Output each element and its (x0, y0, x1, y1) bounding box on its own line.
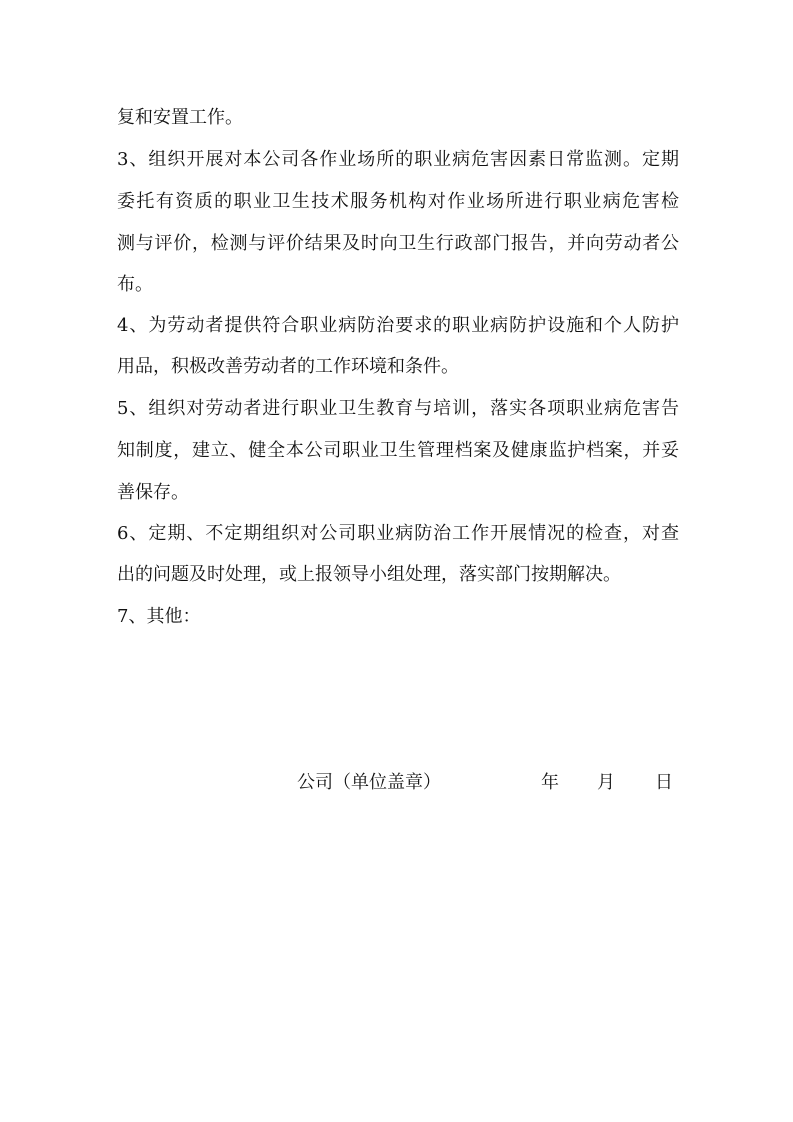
day-label: 日 (655, 772, 673, 793)
paragraph-line: 6、定期、不定期组织对公司职业病防治工作开展情况的检查，对查 (117, 523, 679, 544)
paragraph-line: 3、组织开展对本公司各作业场所的职业病危害因素日常监测。定期 (117, 149, 679, 170)
year-label: 年 (541, 772, 559, 793)
company-seal-label: 公司（单位盖章） (297, 772, 441, 793)
paragraph-line: 出的问题及时处理，或上报领导小组处理，落实部门按期解决。 (117, 564, 621, 585)
paragraph-line: 7、其他： (117, 606, 201, 627)
paragraph-line: 复和安置工作。 (117, 107, 243, 128)
paragraph-line: 知制度，建立、健全本公司职业卫生管理档案及健康监护档案，并妥 (117, 440, 679, 461)
paragraph-line: 用品，积极改善劳动者的工作环境和条件。 (117, 356, 459, 377)
paragraph-line: 善保存。 (117, 482, 189, 503)
paragraph-line: 测与评价，检测与评价结果及时向卫生行政部门报告，并向劳动者公 (117, 233, 679, 254)
paragraph-line: 布。 (117, 274, 153, 295)
paragraph-line: 5、组织对劳动者进行职业卫生教育与培训，落实各项职业病危害告 (117, 398, 679, 419)
month-label: 月 (597, 772, 615, 793)
paragraph-line: 委托有资质的职业卫生技术服务机构对作业场所进行职业病危害检 (117, 191, 679, 212)
paragraph-line: 4、为劳动者提供符合职业病防治要求的职业病防护设施和个人防护 (117, 315, 679, 336)
